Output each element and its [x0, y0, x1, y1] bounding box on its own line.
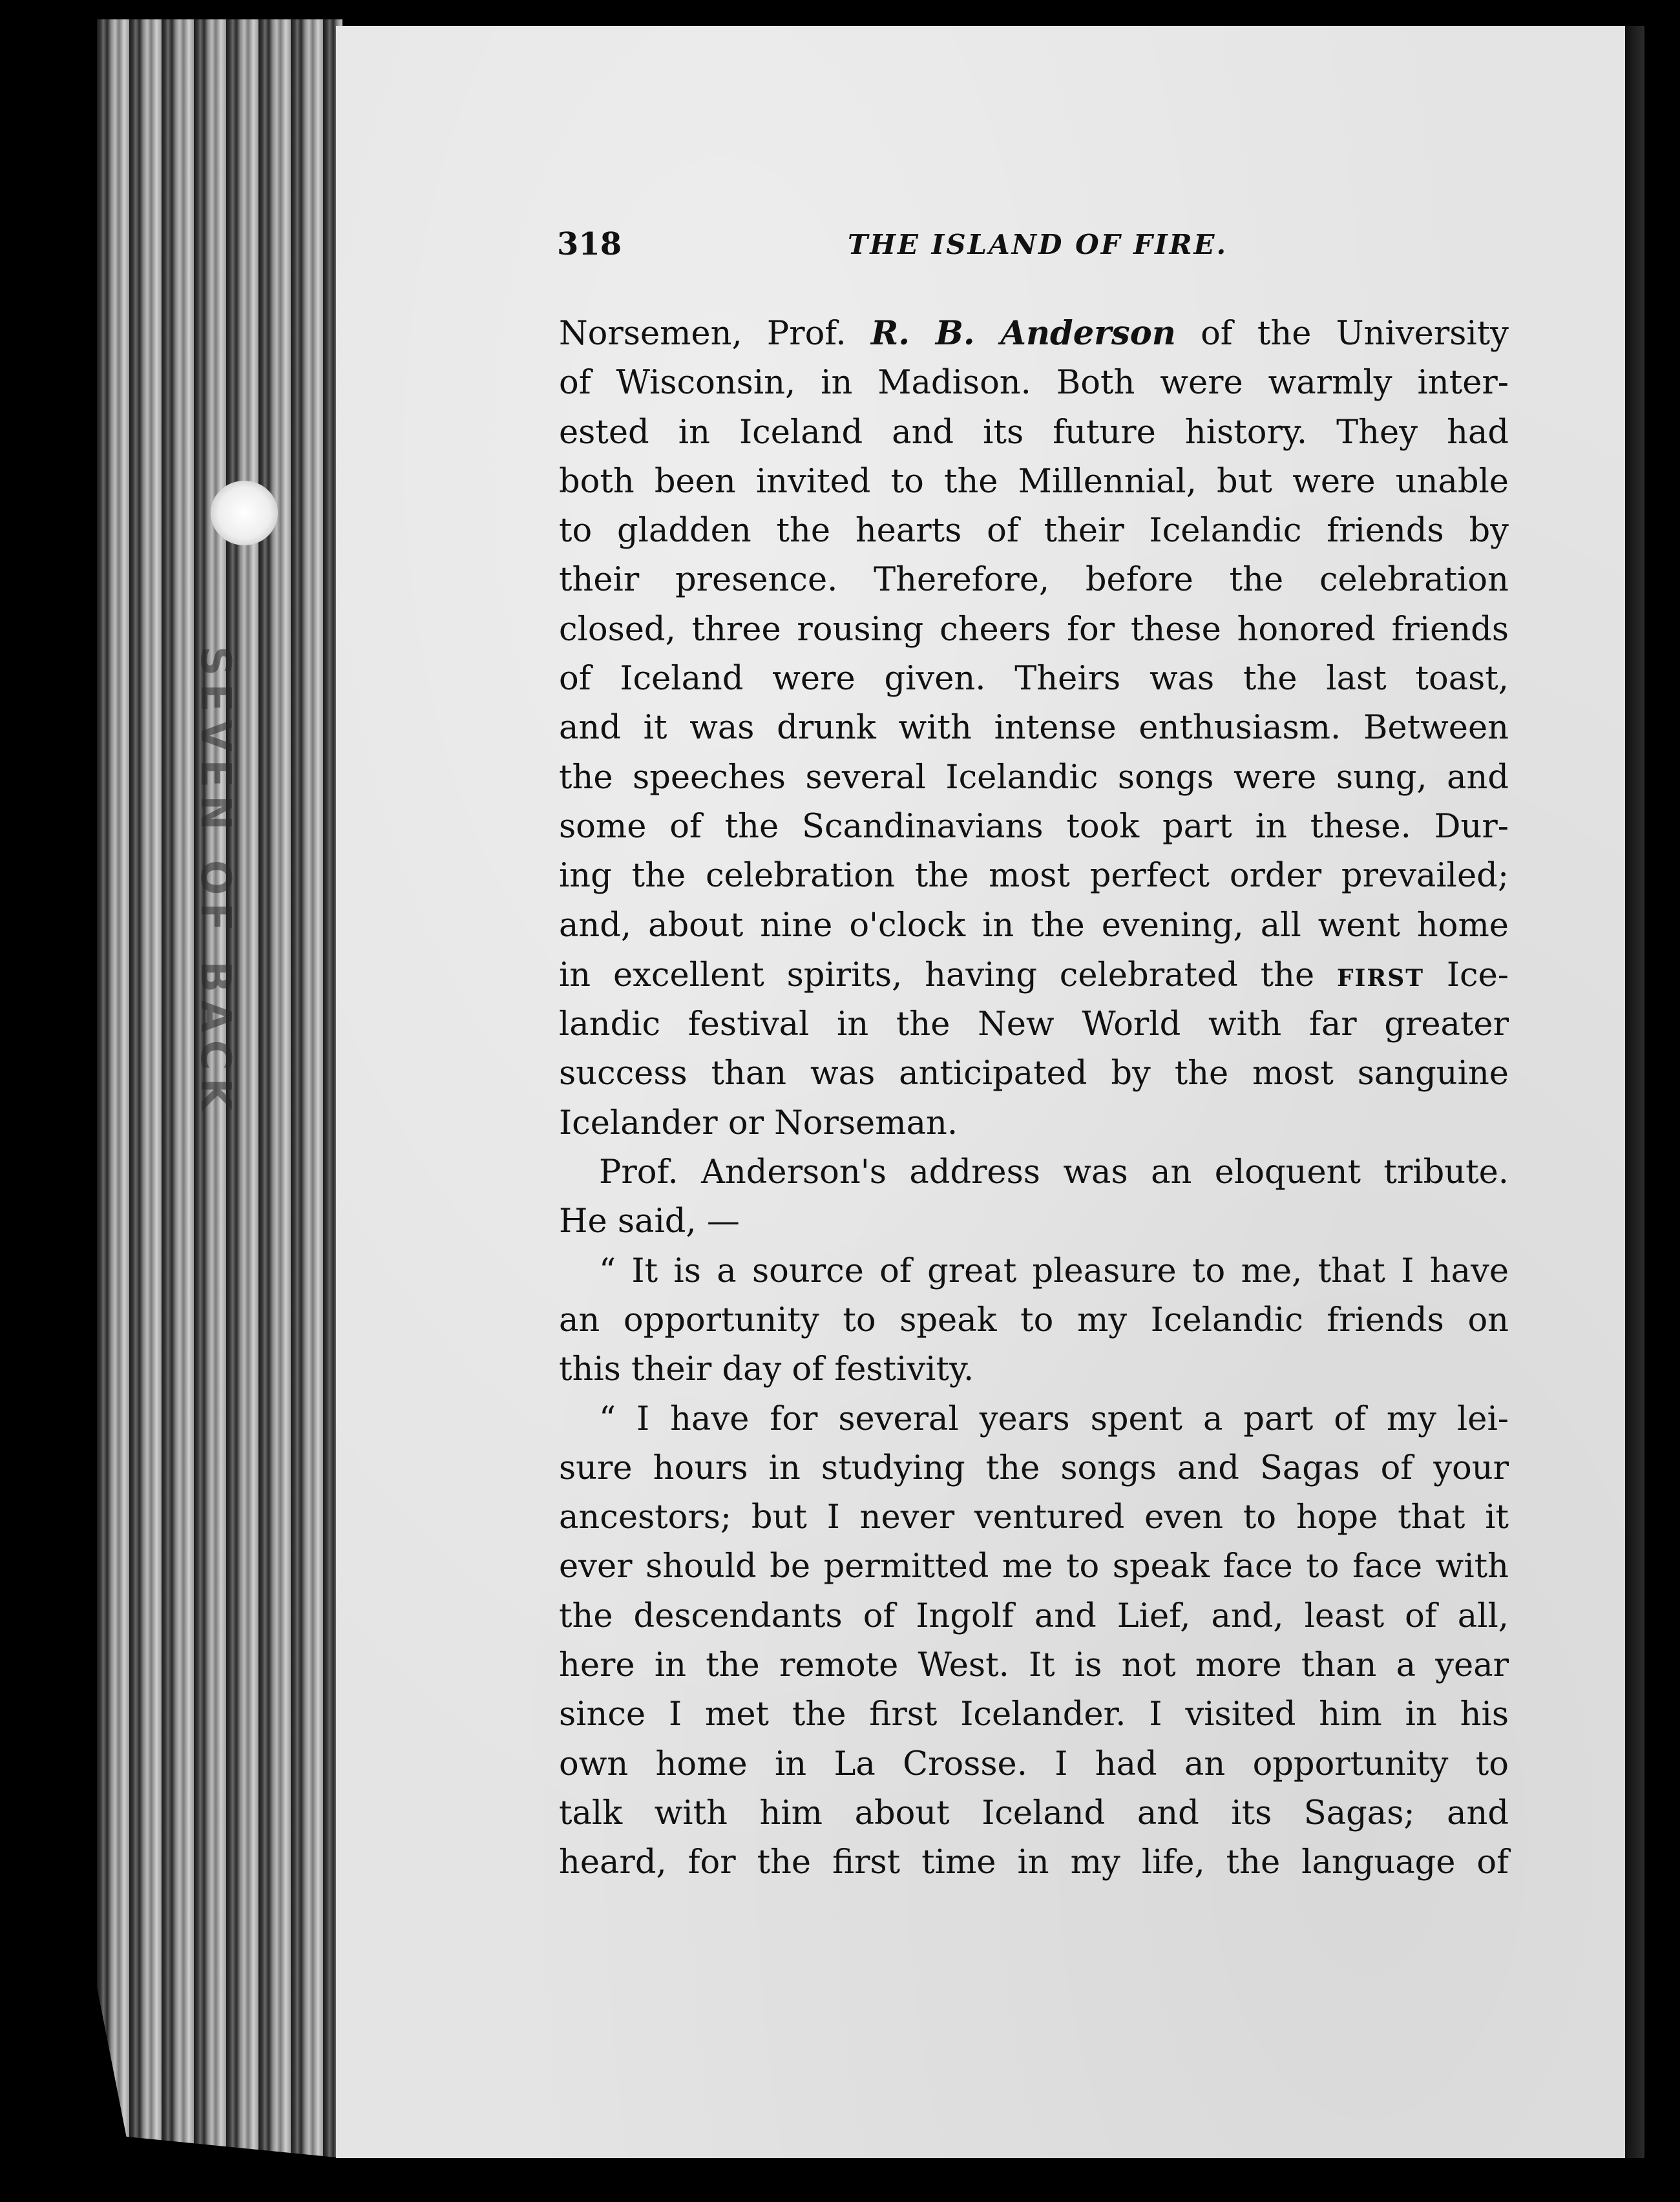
text-line: He said, — — [559, 1202, 740, 1241]
text-line: and it was drunk with intense enthusiasm. Between — [559, 709, 1509, 748]
text-line: landic festival in the New World with far greater — [559, 1005, 1509, 1044]
text-line: ever should be permitted me to speak face to face with — [559, 1547, 1509, 1586]
text-line: ing the celebration the most perfect order prevailed; — [559, 857, 1509, 896]
edge-stamp: SEVEN OF BACK — [191, 646, 239, 1118]
running-head — [557, 226, 1235, 271]
text-line: success than was anticipated by the most sanguine — [559, 1054, 1509, 1093]
text-line: some of the Scandinavians took part in these. Dur- — [559, 807, 1509, 846]
emphasized-name: R. B. Anderson — [870, 314, 1176, 353]
text-line: ancestors; but I never ventured even to hope that it — [559, 1498, 1509, 1537]
text-line: here in the remote West. It is not more than a year — [559, 1646, 1509, 1685]
text-line: to gladden the hearts of their Icelandic friends by — [559, 512, 1509, 550]
body-text — [559, 309, 1509, 1888]
text-line: “ I have for several years spent a part of my lei- — [599, 1400, 1509, 1438]
text-line: of Wisconsin, in Madison. Both were warmly inter- — [559, 364, 1509, 403]
text-line: since I met the first Icelander. I visited him in his — [559, 1695, 1509, 1734]
text-line: both been invited to the Millennial, but were unable — [559, 462, 1509, 501]
text-line: sure hours in studying the songs and Sagas of your — [559, 1449, 1509, 1487]
facing-page-edge — [1625, 26, 1644, 2158]
text-line: this their day of festivity. — [559, 1350, 974, 1389]
text-line: heard, for the first time in my life, the language of — [559, 1843, 1509, 1882]
text-line: an opportunity to speak to my Icelandic friends on — [559, 1301, 1509, 1339]
page-number: 318 — [557, 226, 622, 262]
text-line: Norsemen, Prof. R. B. Anderson of the University — [559, 314, 1509, 353]
text-line: Prof. Anderson's address was an eloquent tribute. — [599, 1153, 1509, 1192]
text-line: and, about nine o'clock in the evening, all went home — [559, 906, 1509, 945]
text-line: talk with him about Iceland and its Sagas; and — [559, 1794, 1509, 1832]
text-line: “ It is a source of great pleasure to me, that I have — [599, 1252, 1509, 1290]
text-line: the speeches several Icelandic songs were sung, and — [559, 758, 1509, 797]
paper-blemish — [211, 481, 278, 545]
text-line: of Iceland were given. Theirs was the last toast, — [559, 660, 1509, 698]
small-caps-word: first — [1336, 955, 1425, 994]
text-line: own home in La Crosse. I had an opportunity to — [559, 1745, 1509, 1783]
text-line: in excellent spirits, having celebrated the first Ice- — [559, 955, 1509, 994]
text-line: the descendants of Ingolf and Lief, and, least of all, — [559, 1597, 1509, 1635]
text-line: their presence. Therefore, before the celebration — [559, 561, 1509, 600]
text-line: closed, three rousing cheers for these honored friends — [559, 610, 1509, 649]
running-title: THE ISLAND OF FIRE. — [848, 229, 1228, 260]
text-line: ested in Iceland and its future history. They had — [559, 413, 1509, 452]
text-line: Icelander or Norseman. — [559, 1104, 958, 1142]
